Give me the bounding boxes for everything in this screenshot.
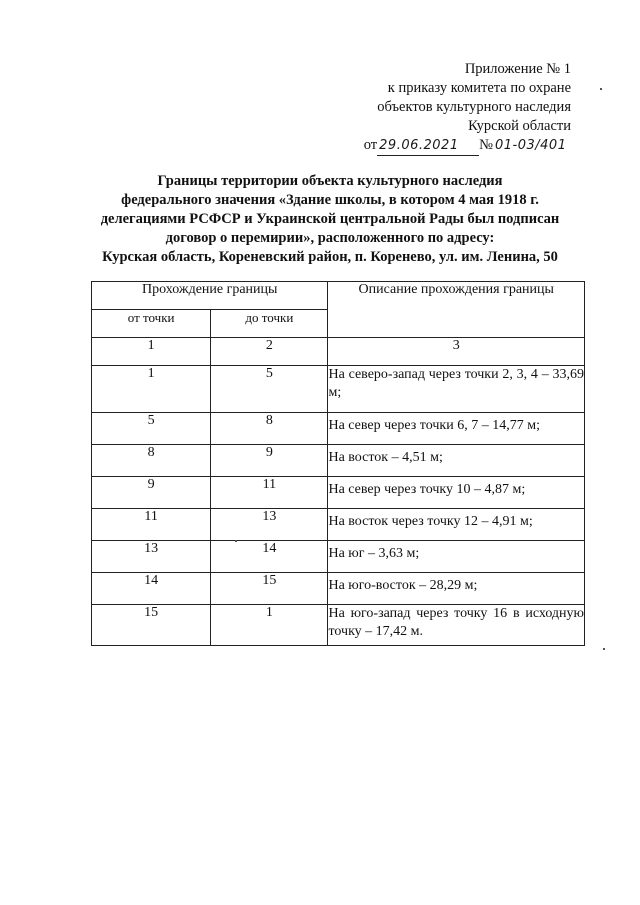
to-point-cell: 11 <box>211 477 328 509</box>
scan-speck <box>600 88 602 90</box>
order-date-number-line <box>341 136 571 156</box>
description-cell: На север через точку 10 – 4,87 м; <box>328 477 585 509</box>
description-cell: На север через точки 6, 7 – 14,77 м; <box>328 413 585 445</box>
header-boundary-passage: Прохождение границы <box>92 282 328 310</box>
order-date-handwritten: 29.06.2021 <box>377 136 479 156</box>
description-cell: На юго-запад через точку 16 в исходную точку – 17,42 м. <box>328 605 585 646</box>
title-line-4: договор о перемирии», расположенного по адресу: <box>165 230 495 246</box>
order-reference-line-2: объектов культурного наследия <box>377 99 571 115</box>
from-point-cell: 5 <box>92 413 211 445</box>
boundary-table <box>91 281 585 646</box>
order-reference-line-1: к приказу комитета по охране <box>387 80 571 96</box>
order-date-prefix: от <box>363 137 378 153</box>
header-description: Описание прохождения границы <box>328 282 585 338</box>
title-line-1: Границы территории объекта культурного наследия <box>157 173 503 189</box>
table-row <box>92 366 585 413</box>
table-row <box>92 477 585 509</box>
title-line-3: делегациями РСФСР и Украинской центральной Рады был подписан <box>100 211 560 227</box>
title-line-2: федерального значения «Здание школы, в котором 4 мая 1918 г. <box>121 192 539 208</box>
description-cell: На восток – 4,51 м; <box>328 445 585 477</box>
order-number-prefix: № <box>479 137 493 153</box>
appendix-label: Приложение № 1 <box>464 61 571 77</box>
description-cell: На юг – 3,63 м; <box>328 541 585 573</box>
from-point-cell: 1 <box>92 366 211 413</box>
description-cell: На восток через точку 12 – 4,91 м; <box>328 509 585 541</box>
table-row <box>92 445 585 477</box>
to-point-cell: 15 <box>211 573 328 605</box>
to-point-cell: 9 <box>211 445 328 477</box>
description-cell: На северо-запад через точки 2, 3, 4 – 33,69 м; <box>328 366 585 413</box>
header-from-point: от точки <box>92 310 211 338</box>
title-line-5: Курская область, Кореневский район, п. Коренево, ул. им. Ленина, 50 <box>102 249 558 265</box>
to-point-cell: 5 <box>211 366 328 413</box>
document-title <box>80 172 580 267</box>
to-point-cell: 1 <box>211 605 328 646</box>
to-point-cell: 8 <box>211 413 328 445</box>
from-point-cell: 11 <box>92 509 211 541</box>
document-header <box>341 60 571 156</box>
table-row <box>92 605 585 646</box>
from-point-cell: 14 <box>92 573 211 605</box>
from-point-cell: 15 <box>92 605 211 646</box>
column-number-3: 3 <box>328 338 585 366</box>
scan-speck <box>603 648 605 650</box>
table-row <box>92 413 585 445</box>
table-row <box>92 541 585 573</box>
order-number-handwritten: 01-03/401 <box>495 138 567 153</box>
header-to-point: до точки <box>211 310 328 338</box>
column-number-2: 2 <box>211 338 328 366</box>
from-point-cell: 9 <box>92 477 211 509</box>
to-point-cell: 14 <box>211 541 328 573</box>
table-row <box>92 573 585 605</box>
scan-speck <box>235 540 237 542</box>
order-reference-line-3: Курской области <box>468 118 571 134</box>
column-number-1: 1 <box>92 338 211 366</box>
from-point-cell: 8 <box>92 445 211 477</box>
description-cell: На юго-восток – 28,29 м; <box>328 573 585 605</box>
to-point-cell: 13 <box>211 509 328 541</box>
from-point-cell: 13 <box>92 541 211 573</box>
table-row <box>92 509 585 541</box>
